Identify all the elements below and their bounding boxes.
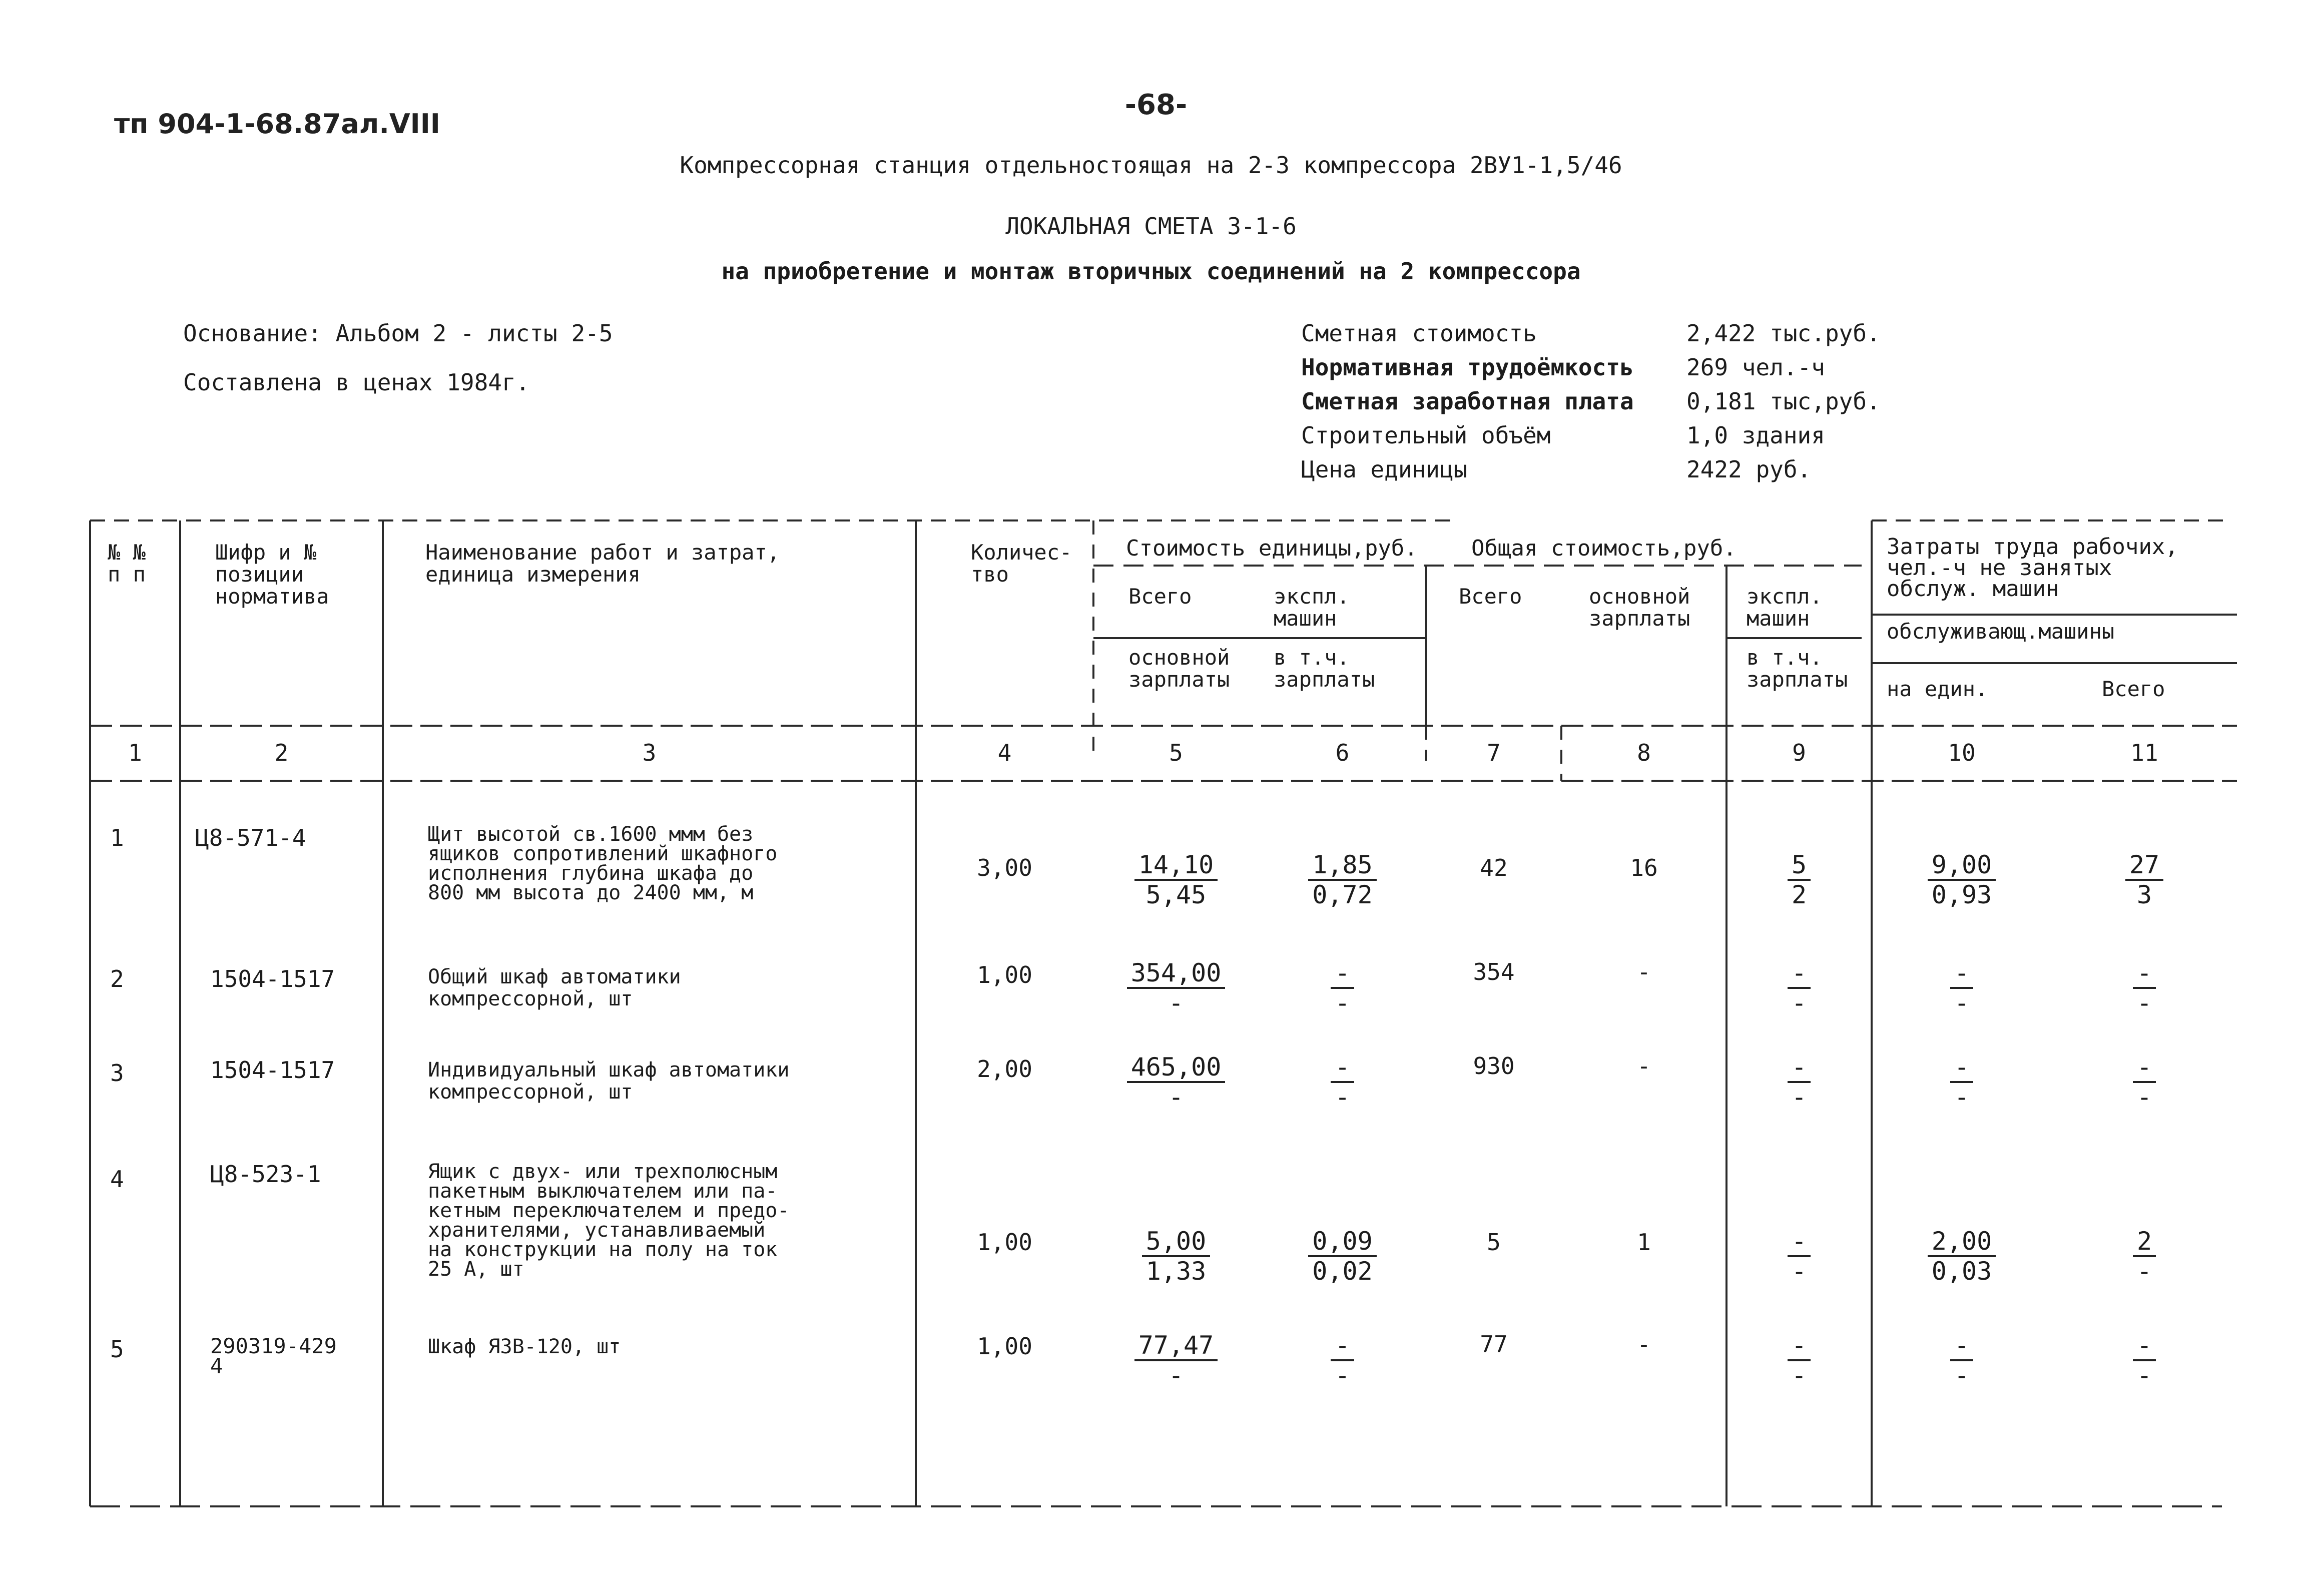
header-row-number: № № п п bbox=[108, 540, 146, 587]
unit-base-wage: - bbox=[1168, 988, 1184, 1017]
unit-machines-fraction bbox=[1259, 1053, 1426, 1111]
quantity: 1,00 bbox=[977, 961, 1032, 988]
total-all: 354 bbox=[1473, 958, 1515, 985]
labor-unit-bottom: - bbox=[1954, 988, 1970, 1017]
summary-label: Сметная заработная плата bbox=[1301, 388, 1634, 415]
total-base-wage: - bbox=[1637, 1052, 1651, 1080]
unit-total: 465,00 bbox=[1127, 1053, 1226, 1083]
quantity: 3,00 bbox=[977, 854, 1032, 881]
column-number: 6 bbox=[1335, 739, 1350, 766]
labor-total-fraction bbox=[2052, 1053, 2237, 1111]
total-all: 42 bbox=[1480, 854, 1508, 881]
unit-incl-wage: - bbox=[1335, 988, 1350, 1017]
title-line-3: на приобретение и монтаж вторичных соединений на 2 компрессора bbox=[721, 258, 1581, 285]
summary-value: 1,0 здания bbox=[1686, 422, 1825, 449]
header-total-machines: экспл. машин bbox=[1747, 584, 1823, 631]
unit-machines: - bbox=[1331, 1331, 1354, 1361]
prices-year-line: Составлена в ценах 1984г. bbox=[183, 369, 530, 396]
summary-label: Нормативная трудоёмкость bbox=[1301, 354, 1634, 381]
labor-total-top: 27 bbox=[2125, 851, 2163, 881]
unit-base-wage: 1,33 bbox=[1145, 1257, 1207, 1286]
header-total-base-wage: основной зарплаты bbox=[1589, 584, 1690, 631]
title-line-1: Компрессорная станция отдельностоящая на 2-3 компрессора 2ВУ1-1,5/46 bbox=[680, 152, 1622, 179]
unit-total-fraction bbox=[1093, 959, 1259, 1017]
total-base-wage: 1 bbox=[1637, 1229, 1651, 1256]
labor-total-bottom: - bbox=[2136, 1257, 2152, 1286]
column-number: 7 bbox=[1487, 739, 1501, 766]
unit-machines: 1,85 bbox=[1308, 851, 1376, 881]
labor-total-top: - bbox=[2133, 1331, 2156, 1361]
total-base-wage: - bbox=[1637, 1331, 1651, 1358]
header-labor-serving: обслуживающ.машины bbox=[1887, 619, 2115, 644]
labor-unit-top: 9,00 bbox=[1928, 851, 1996, 881]
labor-total-top: - bbox=[2133, 959, 2156, 989]
total-base-wage: - bbox=[1637, 958, 1651, 985]
norm-code: 1504-1517 bbox=[210, 1056, 335, 1084]
unit-incl-wage: - bbox=[1335, 1361, 1350, 1390]
row-number: 3 bbox=[110, 1059, 124, 1087]
unit-incl-wage: 0,72 bbox=[1312, 880, 1373, 909]
norm-code: Ц8-571-4 bbox=[195, 824, 306, 851]
header-labor-total: Всего bbox=[2102, 677, 2165, 701]
header-code: Шифр и № позиции норматива bbox=[215, 540, 329, 609]
total-base-wage: 16 bbox=[1630, 854, 1658, 881]
unit-total-fraction bbox=[1093, 1331, 1259, 1389]
row-number: 4 bbox=[110, 1166, 124, 1193]
title-line-2: ЛОКАЛЬНАЯ СМЕТА 3-1-6 bbox=[1005, 213, 1297, 240]
total-all: 5 bbox=[1487, 1229, 1501, 1256]
total-machines: - bbox=[1788, 1053, 1811, 1083]
header-labor-per-unit: на един. bbox=[1887, 677, 1988, 701]
summary-value: 2,422 тыс.руб. bbox=[1686, 320, 1881, 347]
labor-unit-bottom: - bbox=[1954, 1083, 1970, 1112]
quantity: 1,00 bbox=[977, 1229, 1032, 1256]
summary-label: Сметная стоимость bbox=[1301, 320, 1537, 347]
column-number: 8 bbox=[1637, 739, 1651, 766]
document-code: тп 904-1-68.87ал.VIII bbox=[114, 108, 440, 140]
column-number: 3 bbox=[642, 739, 657, 766]
labor-total-bottom: 3 bbox=[2136, 880, 2152, 909]
total-machines: - bbox=[1788, 959, 1811, 989]
labor-unit-fraction bbox=[1872, 1227, 2052, 1285]
row-number: 1 bbox=[110, 824, 124, 851]
unit-total-fraction bbox=[1093, 1227, 1259, 1285]
norm-code: 290319-429 4 bbox=[210, 1334, 337, 1378]
unit-base-wage: - bbox=[1168, 1361, 1184, 1390]
labor-unit-top: - bbox=[1950, 1331, 1973, 1361]
header-unit-cost: Стоимость единицы,руб. bbox=[1126, 536, 1418, 561]
summary-label: Строительный объём bbox=[1301, 422, 1551, 449]
column-number: 10 bbox=[1948, 739, 1976, 766]
unit-incl-wage: - bbox=[1335, 1083, 1350, 1112]
total-incl-wage: - bbox=[1791, 1083, 1807, 1112]
unit-machines: 0,09 bbox=[1308, 1227, 1376, 1257]
total-machines: 5 bbox=[1788, 851, 1811, 881]
labor-total-fraction bbox=[2052, 959, 2237, 1017]
unit-machines: - bbox=[1331, 1053, 1354, 1083]
row-number: 2 bbox=[110, 965, 124, 992]
labor-total-top: 2 bbox=[2133, 1227, 2156, 1257]
labor-total-fraction bbox=[2052, 1331, 2237, 1389]
column-number: 11 bbox=[2130, 739, 2158, 766]
total-incl-wage: 2 bbox=[1791, 880, 1807, 909]
header-total-cost: Общая стоимость,руб. bbox=[1471, 536, 1737, 561]
page-number: -68- bbox=[1124, 89, 1188, 121]
unit-machines-fraction bbox=[1259, 959, 1426, 1017]
header-unit-incl-wage: в т.ч. зарплаты bbox=[1274, 645, 1375, 692]
summary-label: Цена единицы bbox=[1301, 456, 1468, 483]
unit-machines-fraction bbox=[1259, 1227, 1426, 1285]
total-machines-fraction bbox=[1726, 1227, 1872, 1285]
header-total-all: Всего bbox=[1459, 584, 1522, 609]
norm-code: 1504-1517 bbox=[210, 965, 335, 992]
unit-machines-fraction bbox=[1259, 1331, 1426, 1389]
row-number: 5 bbox=[110, 1336, 124, 1363]
item-name: Ящик с двух- или трехполюсным пакетным выключателем или па- кетным переключателем и предо- хранителями, устанавливаемый на конструкции на полу на ток 25 А, шт bbox=[428, 1160, 790, 1281]
unit-total: 14,10 bbox=[1134, 851, 1218, 881]
labor-unit-fraction bbox=[1872, 851, 2052, 909]
total-machines-fraction bbox=[1726, 1331, 1872, 1389]
column-number: 2 bbox=[274, 739, 289, 766]
unit-machines-fraction bbox=[1259, 851, 1426, 909]
labor-unit-bottom: - bbox=[1954, 1361, 1970, 1390]
unit-total: 77,47 bbox=[1134, 1331, 1218, 1361]
unit-base-wage: 5,45 bbox=[1145, 880, 1207, 909]
column-number: 4 bbox=[997, 739, 1012, 766]
column-number: 1 bbox=[128, 739, 142, 766]
total-machines: - bbox=[1788, 1331, 1811, 1361]
labor-unit-fraction bbox=[1872, 1331, 2052, 1389]
labor-total-bottom: - bbox=[2136, 1083, 2152, 1112]
labor-unit-top: 2,00 bbox=[1928, 1227, 1996, 1257]
labor-total-fraction bbox=[2052, 1227, 2237, 1285]
quantity: 2,00 bbox=[977, 1055, 1032, 1083]
total-machines-fraction bbox=[1726, 1053, 1872, 1111]
labor-unit-bottom: 0,03 bbox=[1931, 1257, 1992, 1286]
norm-code: Ц8-523-1 bbox=[210, 1161, 321, 1188]
labor-total-bottom: - bbox=[2136, 1361, 2152, 1390]
labor-total-top: - bbox=[2133, 1053, 2156, 1083]
header-unit-machines: экспл. машин bbox=[1274, 584, 1350, 631]
total-incl-wage: - bbox=[1791, 988, 1807, 1017]
labor-unit-bottom: 0,93 bbox=[1931, 880, 1992, 909]
unit-total: 5,00 bbox=[1142, 1227, 1210, 1257]
column-number: 5 bbox=[1169, 739, 1183, 766]
header-total-incl-wage: в т.ч. зарплаты bbox=[1747, 645, 1848, 692]
total-incl-wage: - bbox=[1791, 1257, 1807, 1286]
labor-unit-fraction bbox=[1872, 1053, 2052, 1111]
unit-total-fraction bbox=[1093, 851, 1259, 909]
total-machines-fraction bbox=[1726, 851, 1872, 909]
header-quantity: Количес- тво bbox=[971, 540, 1072, 587]
item-name: Индивидуальный шкаф автоматики компрессорной, шт bbox=[428, 1058, 790, 1104]
labor-total-bottom: - bbox=[2136, 988, 2152, 1017]
header-unit-total: Всего bbox=[1128, 584, 1192, 609]
unit-total: 354,00 bbox=[1127, 959, 1226, 989]
item-name: Шкаф ЯЗВ-120, шт bbox=[428, 1335, 621, 1358]
labor-unit-fraction bbox=[1872, 959, 2052, 1017]
total-machines: - bbox=[1788, 1227, 1811, 1257]
unit-total-fraction bbox=[1093, 1053, 1259, 1111]
header-unit-base-wage: основной зарплаты bbox=[1128, 645, 1230, 692]
total-all: 930 bbox=[1473, 1052, 1515, 1080]
basis-line: Основание: Альбом 2 - листы 2-5 bbox=[183, 320, 613, 347]
item-name: Щит высотой св.1600 ммм без ящиков сопротивлений шкафного исполнения глубина шкафа до 800 мм высота до 2400 мм, м bbox=[428, 823, 778, 904]
unit-incl-wage: 0,02 bbox=[1312, 1257, 1373, 1286]
total-all: 77 bbox=[1480, 1331, 1508, 1358]
labor-total-fraction bbox=[2052, 851, 2237, 909]
column-number: 9 bbox=[1792, 739, 1806, 766]
total-incl-wage: - bbox=[1791, 1361, 1807, 1390]
header-labor: Затраты труда рабочих, чел.-ч не занятых обслуж. машин bbox=[1887, 534, 2178, 602]
unit-base-wage: - bbox=[1168, 1083, 1184, 1112]
unit-machines: - bbox=[1331, 959, 1354, 989]
summary-value: 2422 руб. bbox=[1686, 456, 1812, 483]
summary-value: 0,181 тыс,руб. bbox=[1686, 388, 1881, 415]
header-name: Наименование работ и затрат, единица измерения bbox=[425, 540, 780, 587]
quantity: 1,00 bbox=[977, 1333, 1032, 1360]
labor-unit-top: - bbox=[1950, 1053, 1973, 1083]
summary-value: 269 чел.-ч bbox=[1686, 354, 1825, 381]
total-machines-fraction bbox=[1726, 959, 1872, 1017]
labor-unit-top: - bbox=[1950, 959, 1973, 989]
item-name: Общий шкаф автоматики компрессорной, шт bbox=[428, 965, 681, 1010]
